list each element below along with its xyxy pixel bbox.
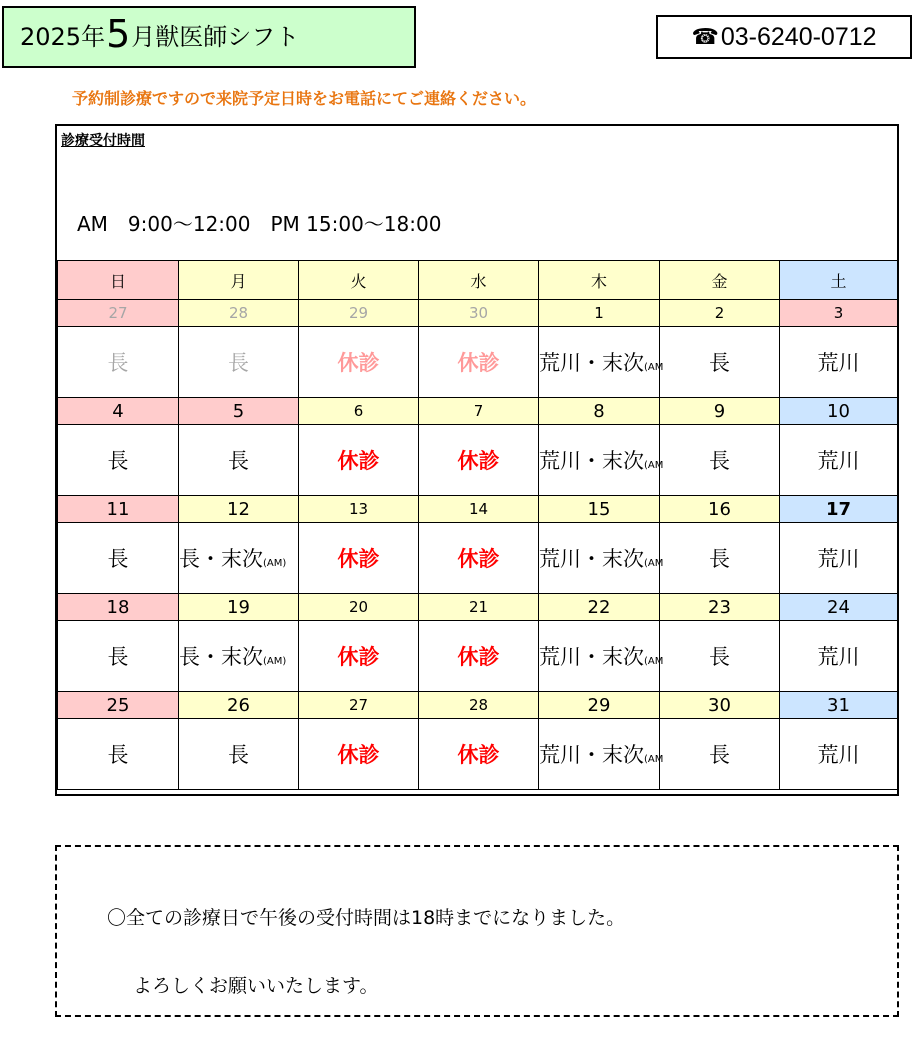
schedule-box: [55, 124, 899, 796]
shift-cell: 長: [660, 523, 780, 594]
shift-cell: 荒川: [780, 425, 898, 496]
weekday-sun: 日: [58, 261, 179, 300]
reservation-notice: 予約制診療ですので来院予定日時をお電話にてご連絡ください。: [72, 89, 537, 108]
date-cell: 4: [58, 398, 179, 425]
date-cell: 14: [419, 496, 539, 523]
am-tag: (AM): [263, 656, 287, 667]
shift-cell: 長: [58, 425, 179, 496]
closed-cell: 休診: [419, 327, 539, 398]
phone-number: 03-6240-0712: [720, 22, 877, 51]
title-month: 5: [106, 12, 131, 56]
weekday-mon: 月: [179, 261, 299, 300]
shift-cell: 長: [58, 719, 179, 790]
weekday-tue: 火: [299, 261, 419, 300]
am-tag: (AM: [644, 362, 664, 373]
shift-names: 荒川・末次: [539, 645, 644, 669]
memo-line-2: よろしくお願いいたします。: [133, 975, 379, 997]
shift-cell: [539, 327, 664, 398]
date-row: [58, 398, 898, 425]
shift-cell: 長: [58, 621, 179, 692]
memo-line-1: 〇全ての診療日で午後の受付時間は18時までになりました。: [107, 907, 626, 929]
shift-row: [58, 719, 898, 790]
am-tag: (AM: [644, 460, 664, 471]
shift-cell: 荒川: [780, 621, 898, 692]
shift-row: [58, 327, 898, 398]
date-cell: 9: [660, 398, 780, 425]
date-cell: 3: [780, 300, 898, 327]
shift-cell: 長: [58, 327, 179, 398]
shift-row: [58, 425, 898, 496]
date-cell: 27: [299, 692, 419, 719]
hours-heading: 診療受付時間: [61, 133, 145, 149]
title-box: [2, 6, 416, 68]
shift-cell: [539, 425, 664, 496]
closed-cell: 休診: [419, 523, 539, 594]
closed-cell: 休診: [419, 621, 539, 692]
date-cell: 28: [179, 300, 299, 327]
date-cell: 27: [58, 300, 179, 327]
date-cell: 1: [539, 300, 660, 327]
am-tag: (AM: [644, 754, 664, 765]
date-cell: 16: [660, 496, 780, 523]
date-cell: 20: [299, 594, 419, 621]
date-row: [58, 594, 898, 621]
date-cell: 31: [780, 692, 898, 719]
am-tag: (AM): [263, 558, 287, 569]
shift-cell: 長: [179, 719, 299, 790]
weekday-sat: 土: [780, 261, 898, 300]
shift-names: 長・末次: [179, 547, 263, 571]
closed-cell: 休診: [419, 425, 539, 496]
shift-cell: 荒川: [780, 327, 898, 398]
closed-cell: 休診: [299, 621, 419, 692]
memo-box: [55, 845, 899, 1017]
title-prefix: 2025年: [20, 23, 106, 51]
shift-row: [58, 621, 898, 692]
date-cell: 24: [780, 594, 898, 621]
shift-names: 荒川・末次: [539, 449, 644, 473]
shift-cell: [539, 719, 664, 790]
date-cell: 23: [660, 594, 780, 621]
shift-names: 荒川・末次: [539, 547, 644, 571]
phone-icon: ☎: [691, 24, 719, 49]
date-cell: 29: [299, 300, 419, 327]
date-cell: 29: [539, 692, 660, 719]
date-cell: 22: [539, 594, 660, 621]
weekday-thu: 木: [539, 261, 660, 300]
date-cell: 7: [419, 398, 539, 425]
date-cell: 18: [58, 594, 179, 621]
shift-names: 荒川・末次: [539, 351, 644, 375]
weekday-wed: 水: [419, 261, 539, 300]
shift-cell: 荒川: [780, 523, 898, 594]
date-cell: 26: [179, 692, 299, 719]
date-cell: 2: [660, 300, 780, 327]
shift-calendar: [57, 260, 898, 790]
date-cell: 12: [179, 496, 299, 523]
shift-cell: [179, 523, 299, 594]
date-cell: 8: [539, 398, 660, 425]
date-row: [58, 300, 898, 327]
date-cell: 30: [419, 300, 539, 327]
date-cell: 19: [179, 594, 299, 621]
shift-cell: 長: [660, 425, 780, 496]
date-cell: 13: [299, 496, 419, 523]
date-cell: 5: [179, 398, 299, 425]
date-cell: 28: [419, 692, 539, 719]
phone-box: [656, 15, 912, 59]
date-cell: 25: [58, 692, 179, 719]
weekday-fri: 金: [660, 261, 780, 300]
date-row: [58, 496, 898, 523]
shift-row: [58, 523, 898, 594]
shift-names: 荒川・末次: [539, 743, 644, 767]
date-cell: 17: [780, 496, 898, 523]
date-cell: 21: [419, 594, 539, 621]
date-cell: 11: [58, 496, 179, 523]
shift-cell: 長: [179, 425, 299, 496]
title-suffix: 月獣医師シフト: [131, 23, 300, 51]
date-row: [58, 692, 898, 719]
date-cell: 10: [780, 398, 898, 425]
shift-cell: 荒川: [780, 719, 898, 790]
closed-cell: 休診: [299, 425, 419, 496]
shift-cell: [179, 621, 299, 692]
shift-cell: 長: [58, 523, 179, 594]
date-cell: 15: [539, 496, 660, 523]
hours-text: AM 9:00～12:00 PM 15:00～18:00: [77, 212, 442, 236]
closed-cell: 休診: [419, 719, 539, 790]
shift-cell: 長: [660, 621, 780, 692]
closed-cell: 休診: [299, 523, 419, 594]
shift-cell: 長: [660, 327, 780, 398]
date-cell: 30: [660, 692, 780, 719]
closed-cell: 休診: [299, 327, 419, 398]
am-tag: (AM: [644, 558, 664, 569]
shift-cell: 長: [660, 719, 780, 790]
weekday-header-row: [58, 261, 898, 300]
date-cell: 6: [299, 398, 419, 425]
shift-names: 長・末次: [179, 645, 263, 669]
am-tag: (AM: [644, 656, 664, 667]
shift-cell: [539, 621, 664, 692]
shift-cell: 長: [179, 327, 299, 398]
shift-cell: [539, 523, 664, 594]
closed-cell: 休診: [299, 719, 419, 790]
